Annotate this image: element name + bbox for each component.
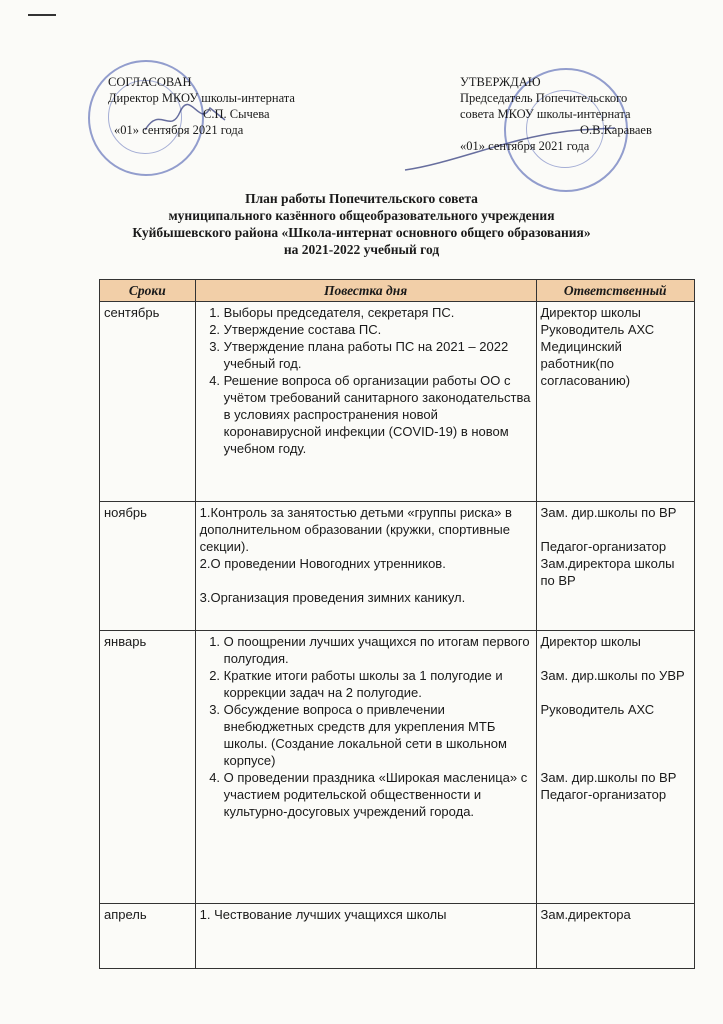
responsible-item: Зам. дир.школы по УВР	[540, 668, 685, 683]
table-row	[100, 631, 695, 904]
table-header-row	[100, 280, 695, 302]
row-agenda	[195, 904, 536, 969]
agenda-item: 2.О проведении Новогодних утренников.	[199, 556, 446, 571]
row-period: сентябрь	[100, 302, 196, 502]
approval-left-date: «01» сентября 2021 года	[114, 123, 244, 137]
top-rule	[28, 14, 56, 16]
approval-right-line3: О.В.Караваев	[580, 123, 652, 137]
row-period: январь	[100, 631, 196, 904]
approval-right	[460, 74, 652, 154]
approval-right-date: «01» сентября 2021 года	[460, 139, 590, 153]
header-period: Сроки	[100, 280, 196, 302]
title-line-2: муниципального казённого общеобразовательного учреждения	[168, 208, 555, 223]
responsible-item: Руководитель АХС	[540, 322, 655, 337]
agenda-item: 3. Обсуждение вопроса о привлечении внебюджетных средств для укрепления МТБ школы. (Создание локальной сети в школьном корпусе)	[224, 701, 532, 769]
responsible-item: Зам. дир.школы по ВР	[540, 505, 677, 520]
responsible-item: Педагог-организатор	[540, 539, 667, 554]
agenda-item: 2. Утверждение состава ПС.	[224, 321, 532, 338]
agenda-item: 1. О поощрении лучших учащихся по итогам первого полугодия.	[224, 633, 532, 667]
approval-right-line1: Председатель Попечительского	[460, 91, 628, 105]
approval-left-title: СОГЛАСОВАН	[108, 75, 192, 89]
responsible-item: Зам.директора школы по ВР	[540, 556, 675, 588]
agenda-item: 3. Утверждение плана работы ПС на 2021 – 2022 учебный год.	[224, 338, 532, 372]
agenda-item: 1. Чествование лучших учащихся школы	[199, 907, 447, 922]
row-agenda	[195, 631, 536, 904]
responsible-item: Педагог-организатор	[540, 787, 667, 802]
title-line-4: на 2021-2022 учебный год	[283, 242, 440, 257]
responsible-item: Зам. дир.школы по ВР	[540, 770, 677, 785]
responsible-item: Руководитель АХС	[540, 702, 655, 717]
responsible-item: Зам.директора	[540, 907, 631, 922]
header-responsible: Ответственный	[536, 280, 695, 302]
header-agenda: Повестка дня	[195, 280, 536, 302]
agenda-item: 4. Решение вопроса об организации работы ОО с учётом требований санитарного законодательства в условиях распространения новой коронавирусной инфекции (COVID-19) в новом учебном году.	[224, 372, 532, 457]
row-period: ноябрь	[100, 502, 196, 631]
agenda-item: 2. Краткие итоги работы школы за 1 полугодие и коррекции задач на 2 полугодие.	[224, 667, 532, 701]
agenda-item: 1.Контроль за занятостью детьми «группы риска» в дополнительном образовании (кружки, спортивные секции).	[199, 505, 512, 554]
responsible-item: Директор школы	[540, 634, 641, 649]
row-period: апрель	[100, 904, 196, 969]
table-row	[100, 302, 695, 502]
document-title	[0, 190, 723, 258]
agenda-item: 4. О проведении праздника «Широкая масленица» с участием родительской общественности и культурно-досуговых учреждений города.	[224, 769, 532, 820]
row-responsible	[536, 631, 695, 904]
responsible-item: Медицинский работник(по согласованию)	[540, 339, 631, 388]
row-agenda	[195, 302, 536, 502]
plan-table	[99, 279, 695, 969]
agenda-item: 3.Организация проведения зимних каникул.	[199, 590, 466, 605]
approval-right-title: УТВЕРЖДАЮ	[460, 75, 541, 89]
row-responsible	[536, 302, 695, 502]
responsible-item: Директор школы	[540, 305, 641, 320]
approval-right-line2: совета МКОУ школы-интерната	[460, 107, 631, 121]
title-line-3: Куйбышевского района «Школа-интернат основного общего образования»	[132, 225, 591, 240]
table-row	[100, 904, 695, 969]
row-responsible	[536, 502, 695, 631]
approval-left-line2: С.П. Сычева	[203, 107, 270, 121]
table-row	[100, 502, 695, 631]
approval-left	[108, 74, 295, 138]
row-responsible	[536, 904, 695, 969]
row-agenda	[195, 502, 536, 631]
title-line-1: План работы Попечительского совета	[245, 191, 478, 206]
agenda-item: 1. Выборы председателя, секретаря ПС.	[224, 304, 532, 321]
approval-left-line1: Директор МКОУ школы-интерната	[108, 91, 295, 105]
